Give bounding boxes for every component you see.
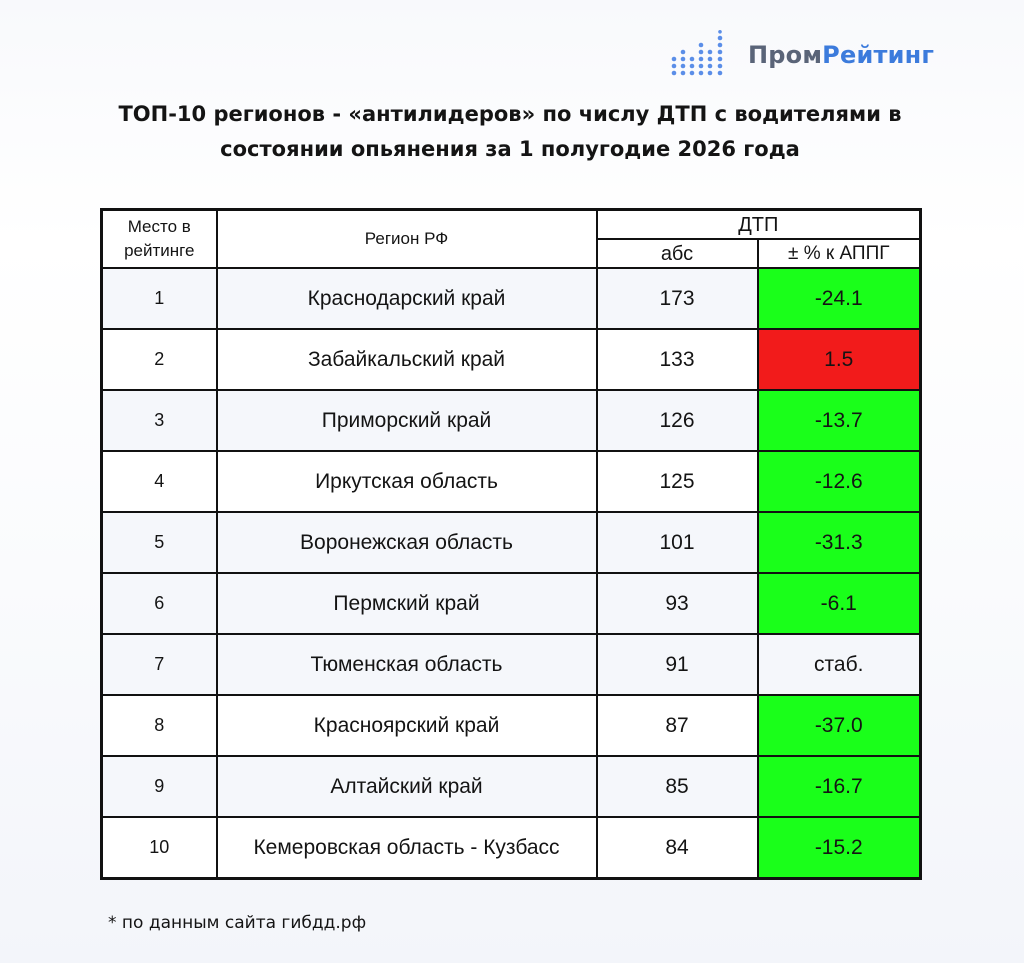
table-row [102,695,921,756]
rank-cell: 2 [102,329,217,390]
rank-cell: 5 [102,512,217,573]
region-cell: Краснодарский край [217,268,597,329]
change-cell: -24.1 [758,268,921,329]
page-title [100,97,920,167]
change-cell: 1.5 [758,329,921,390]
table-row [102,573,921,634]
header-change: ± % к АППГ [758,239,921,268]
header-rank-line-2: рейтинге [124,241,195,260]
header-abs: абс [597,239,758,268]
abs-cell: 87 [597,695,758,756]
change-cell: -15.2 [758,817,921,879]
header-rank-line-1: Место в [127,217,191,236]
abs-cell: 133 [597,329,758,390]
table-row [102,512,921,573]
table-row [102,817,921,879]
dot-bars-icon [670,30,726,80]
change-cell: -31.3 [758,512,921,573]
rank-cell: 9 [102,756,217,817]
promrating-logo [670,30,934,80]
table-row [102,451,921,512]
abs-cell: 101 [597,512,758,573]
table-row [102,634,921,695]
title-line-2: состоянии опьянения за 1 полугодие 2026 года [220,137,800,161]
change-cell: -6.1 [758,573,921,634]
abs-cell: 85 [597,756,758,817]
change-cell: стаб. [758,634,921,695]
header-region: Регион РФ [217,210,597,269]
region-cell: Кемеровская область - Кузбасс [217,817,597,879]
footnote: * по данным сайта гибдд.рф [108,913,367,933]
abs-cell: 84 [597,817,758,879]
abs-cell: 125 [597,451,758,512]
region-cell: Красноярский край [217,695,597,756]
abs-cell: 173 [597,268,758,329]
title-line-1: ТОП-10 регионов - «антилидеров» по числу ДТП с водителями в [118,102,902,126]
abs-cell: 126 [597,390,758,451]
abs-cell: 93 [597,573,758,634]
rank-cell: 4 [102,451,217,512]
logo-wordmark [748,41,934,69]
rank-cell: 10 [102,817,217,879]
region-cell: Пермский край [217,573,597,634]
change-cell: -13.7 [758,390,921,451]
rank-cell: 6 [102,573,217,634]
change-cell: -16.7 [758,756,921,817]
table-row [102,756,921,817]
rank-cell: 1 [102,268,217,329]
region-cell: Алтайский край [217,756,597,817]
rank-cell: 3 [102,390,217,451]
table-row [102,268,921,329]
region-cell: Забайкальский край [217,329,597,390]
region-cell: Иркутская область [217,451,597,512]
rank-cell: 8 [102,695,217,756]
change-cell: -37.0 [758,695,921,756]
table-row [102,329,921,390]
header-rank [102,210,217,269]
header-dtp: ДТП [597,210,921,240]
logo-part-1: Пром [748,41,823,69]
region-cell: Воронежская область [217,512,597,573]
table-row [102,390,921,451]
rank-cell: 7 [102,634,217,695]
region-cell: Тюменская область [217,634,597,695]
region-cell: Приморский край [217,390,597,451]
change-cell: -12.6 [758,451,921,512]
ranking-table [100,208,922,880]
abs-cell: 91 [597,634,758,695]
logo-part-2: Рейтинг [822,41,935,69]
